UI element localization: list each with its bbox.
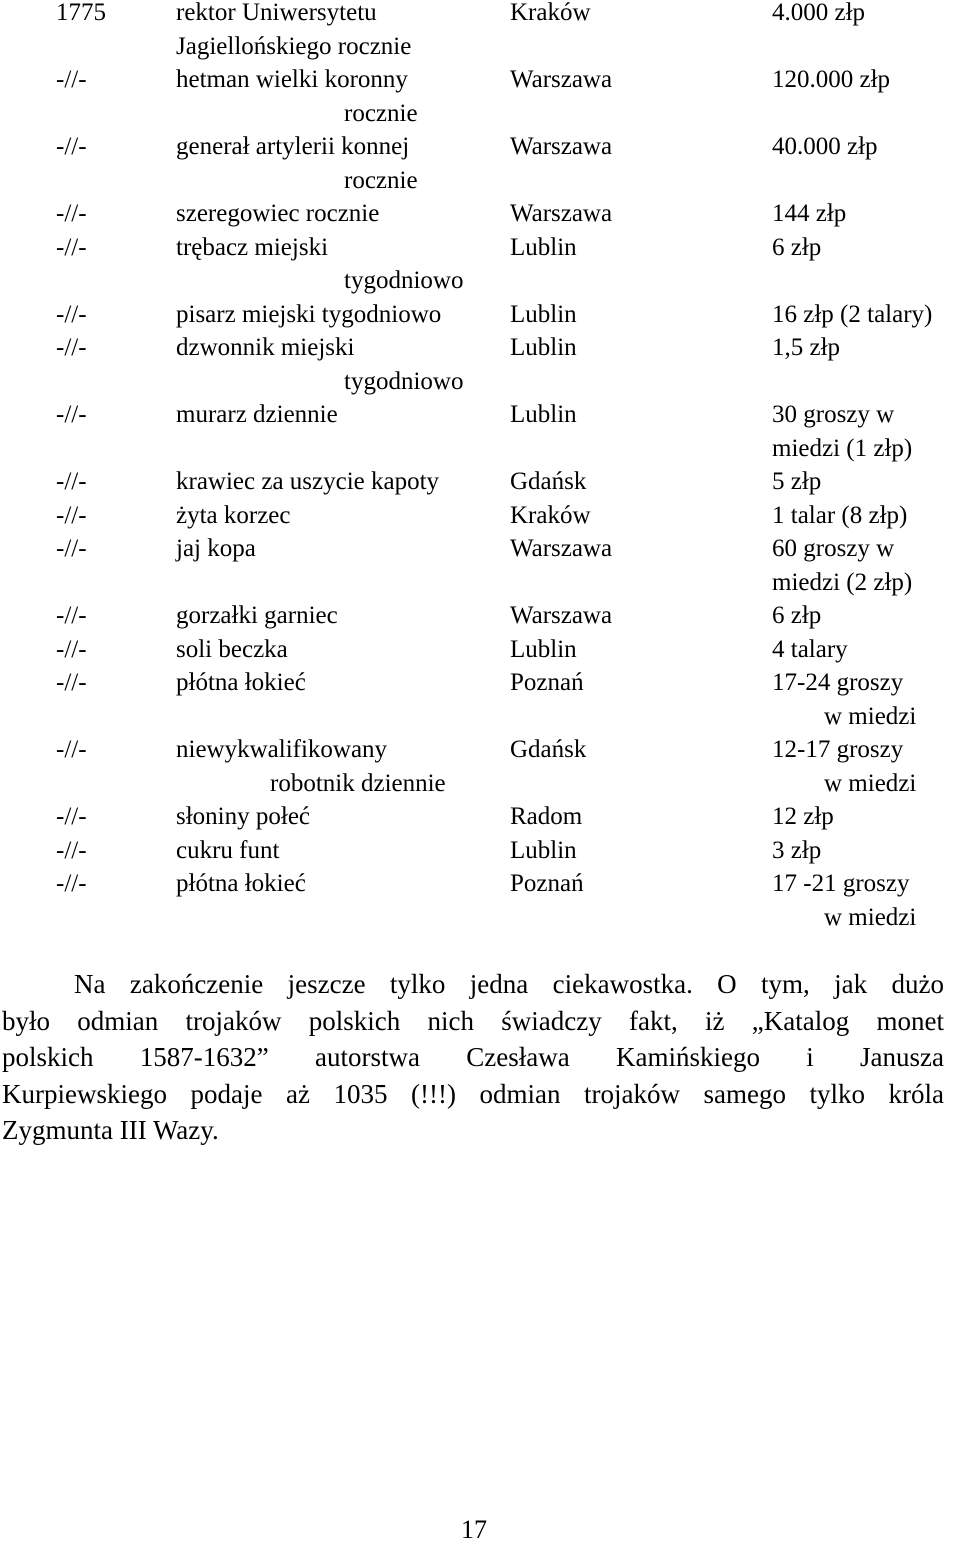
city-text: Lublin [510,233,577,261]
city-cell [510,298,750,332]
item-text: rocznie [344,166,418,194]
item-cell [176,834,506,868]
year-text: -//- [56,635,87,663]
item-text: murarz dziennie [176,401,338,428]
city-text: Lublin [510,401,577,428]
price-cell [772,465,960,499]
city-text: Warszawa [510,200,613,227]
price-text: 17 -21 groszy [772,870,910,897]
city-cell [510,800,750,834]
item-cell [176,63,506,130]
paragraph-line: polskich 1587-1632” autorstwa Czesława Kamińskiego i Janusza [2,1042,944,1072]
price-cell [772,130,960,164]
year-cell [56,0,166,30]
year-text: -//- [56,334,87,361]
item-text: cukru funt [176,836,280,864]
year-cell [56,800,166,834]
price-text: 16 złp (2 talary) [772,300,933,328]
price-text: 3 złp [772,836,822,864]
year-cell [56,666,166,700]
price-cell [772,298,960,332]
year-cell [56,63,166,97]
price-text: 30 groszy w [772,401,895,428]
city-cell [510,666,750,700]
city-cell [510,231,750,265]
city-text: Kraków [510,0,591,26]
price-text: 40.000 złp [772,133,878,160]
city-text: Poznań [510,669,584,696]
year-text: -//- [56,803,87,830]
year-text: -//- [56,468,87,495]
price-cell [772,733,960,800]
year-cell [56,298,166,332]
city-text: Kraków [510,501,591,529]
price-text: 4.000 złp [772,0,866,26]
item-text: jaj kopa [176,535,256,562]
item-text: szeregowiec rocznie [176,200,380,227]
item-cell [176,197,506,231]
item-text: żyta korzec [176,501,291,529]
year-cell [56,599,166,633]
price-cell [772,231,960,265]
city-cell [510,130,750,164]
price-text: 60 groszy w [772,535,895,562]
city-text: Warszawa [510,535,613,562]
item-text: soli beczka [176,635,288,663]
price-text: 6 złp [772,233,822,261]
city-cell [510,465,750,499]
item-cell [176,633,506,667]
item-cell [176,867,506,901]
item-text: trębacz miejski [176,233,329,261]
city-text: Radom [510,803,583,830]
year-text: -//- [56,501,87,529]
item-cell [176,800,506,834]
price-text: 17-24 groszy [772,669,904,696]
price-text: w miedzi [824,702,917,730]
price-cell [772,0,960,30]
price-cell [772,800,960,834]
item-cell [176,599,506,633]
price-text: w miedzi [824,903,917,931]
item-cell [176,231,506,298]
city-cell [510,0,750,30]
price-text: 12-17 groszy [772,736,904,763]
year-text: -//- [56,669,87,696]
item-cell [176,532,506,566]
item-text: pisarz miejski tygodniowo [176,300,442,328]
city-cell [510,834,750,868]
price-cell [772,599,960,633]
city-cell [510,633,750,667]
price-cell [772,633,960,667]
city-text: Lublin [510,836,577,864]
city-text: Lublin [510,300,577,328]
city-text: Warszawa [510,602,613,629]
city-cell [510,499,750,533]
price-text: miedzi (2 złp) [772,568,913,596]
price-text: 4 talary [772,635,848,663]
year-text: 1775 [56,0,106,26]
city-text: Gdańsk [510,736,587,763]
year-cell [56,231,166,265]
city-text: Poznań [510,870,584,897]
city-cell [510,331,750,365]
city-cell [510,398,750,432]
price-cell [772,331,960,365]
city-cell [510,867,750,901]
year-cell [56,867,166,901]
price-text: 6 złp [772,602,822,629]
year-text: -//- [56,836,87,864]
year-text: -//- [56,535,87,562]
item-text: Jagiellońskiego rocznie [176,32,412,60]
item-cell [176,0,506,63]
year-text: -//- [56,300,87,328]
year-cell [56,398,166,432]
year-cell [56,532,166,566]
year-cell [56,130,166,164]
city-text: Lublin [510,334,577,361]
city-cell [510,197,750,231]
city-cell [510,599,750,633]
closing-paragraph [2,966,944,1149]
city-text: Gdańsk [510,468,587,495]
paragraph-line: Kurpiewskiego podaje aż 1035 (!!!) odmian trojaków samego tylko króla [2,1078,944,1109]
price-cell [772,499,960,533]
item-text: hetman wielki koronny [176,66,408,93]
price-text: 5 złp [772,468,822,495]
paragraph-line: Na zakończenie jeszcze tylko jedna ciekawostka. O tym, jak dużo [74,969,944,999]
year-cell [56,331,166,365]
item-cell [176,331,506,398]
year-cell [56,499,166,533]
year-cell [56,197,166,231]
item-text: tygodniowo [344,367,464,395]
item-cell [176,398,506,432]
city-text: Warszawa [510,66,613,93]
item-text: niewykwalifikowany [176,736,388,763]
year-text: -//- [56,401,87,428]
year-text: -//- [56,200,87,227]
city-cell [510,532,750,566]
city-cell [510,63,750,97]
paragraph-line: Zygmunta III Wazy. [2,1115,219,1145]
item-text: tygodniowo [344,267,464,294]
year-text: -//- [56,133,87,160]
item-text: słoniny połeć [176,803,311,830]
city-cell [510,733,750,767]
item-text: generał artylerii konnej [176,133,410,160]
year-cell [56,733,166,767]
item-text: gorzałki garniec [176,602,338,629]
year-text: -//- [56,233,87,261]
price-cell [772,63,960,97]
item-cell [176,733,506,800]
price-cell [772,666,960,733]
year-cell [56,633,166,667]
price-text: 144 złp [772,200,847,227]
item-cell [176,465,506,499]
city-text: Lublin [510,635,577,663]
item-text: rektor Uniwersytetu [176,0,377,26]
price-text: 1,5 złp [772,334,841,361]
year-text: -//- [56,736,87,763]
price-cell [772,197,960,231]
year-text: -//- [56,602,87,629]
price-text: w miedzi [824,769,917,797]
year-text: -//- [56,870,87,897]
item-text: płótna łokieć [176,870,306,897]
price-text: 1 talar (8 złp) [772,501,908,529]
item-cell [176,298,506,332]
city-text: Warszawa [510,133,613,160]
year-text: -//- [56,66,87,93]
price-cell [772,834,960,868]
price-text: miedzi (1 złp) [772,434,913,462]
item-cell [176,130,506,197]
item-cell [176,666,506,700]
price-cell [772,532,960,599]
price-text: 120.000 złp [772,66,891,93]
item-text: płótna łokieć [176,669,306,696]
year-cell [56,465,166,499]
year-cell [56,834,166,868]
price-text: 12 złp [772,803,834,830]
paragraph-line: było odmian trojaków polskich nich świadczy fakt, iż „Katalog monet [2,1005,944,1036]
item-text: krawiec za uszycie kapoty [176,468,440,495]
item-text: robotnik dziennie [270,769,446,797]
price-cell [772,398,960,465]
item-text: rocznie [344,99,418,127]
item-cell [176,499,506,533]
page-number: 17 [461,1515,487,1544]
item-text: dzwonnik miejski [176,334,355,361]
price-cell [772,867,960,934]
